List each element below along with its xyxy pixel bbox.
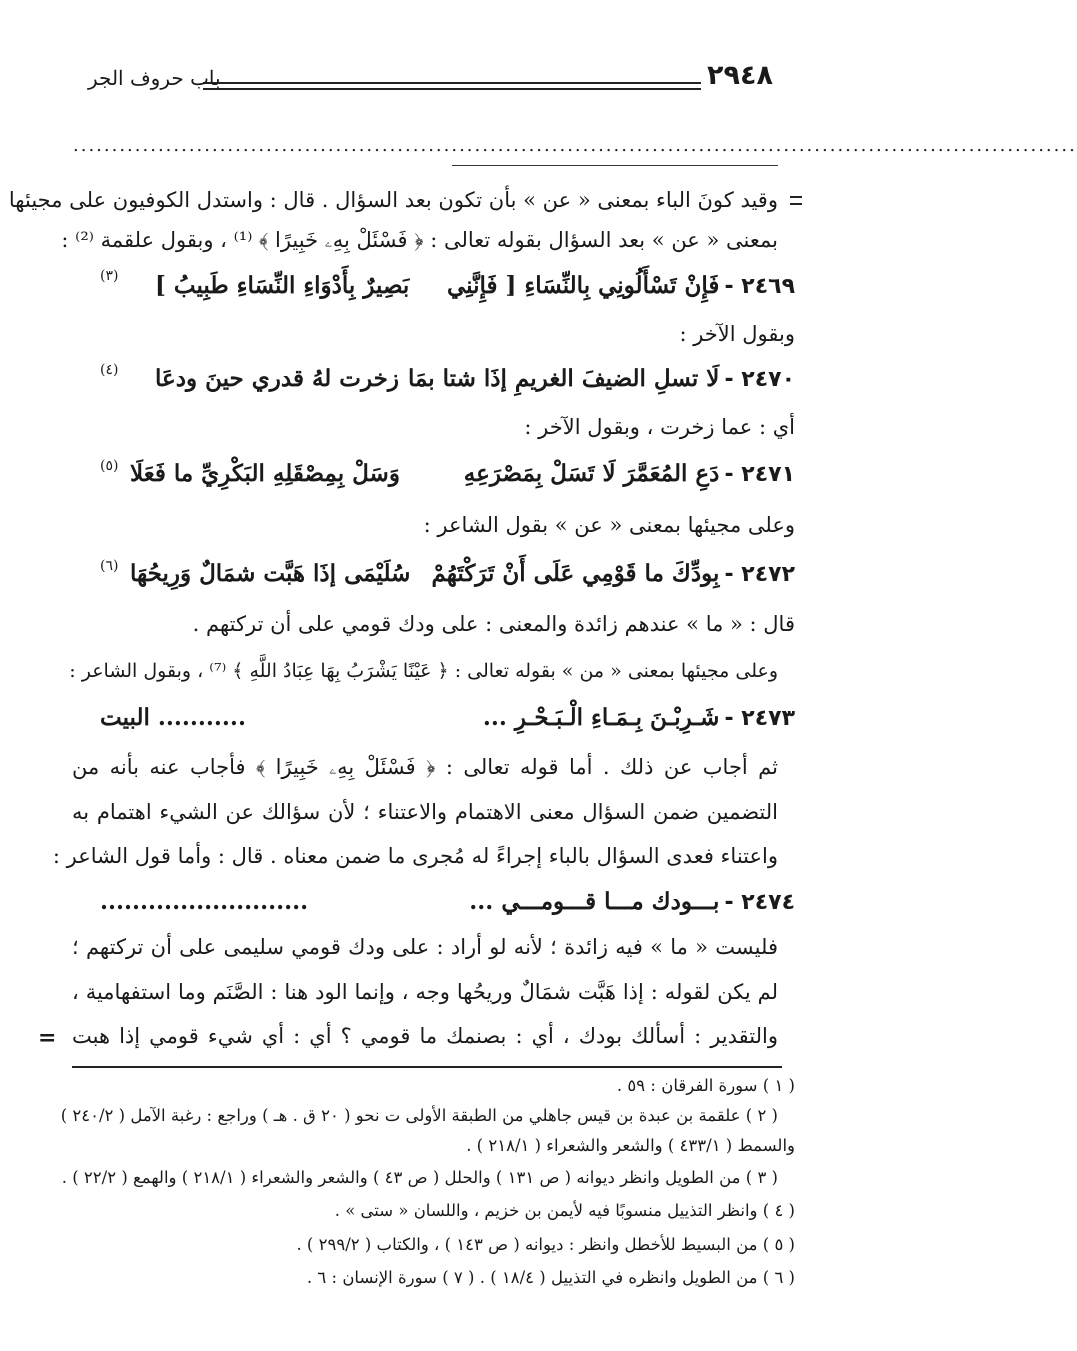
verse-hemistich-1: شَـرِبْـنَ بِـمَـاءِ الْـبَـحْـرِ ...: [482, 704, 720, 731]
footnote-ref: (٦): [100, 558, 119, 574]
body-line: ثم أجاب عن ذلك . أما قوله تعالى : ﴿ فَسْئَلْ بِهِۦ خَبِيرًا ﴾ فأجاب عنه بأنه من: [72, 755, 778, 779]
body-line: وعلى مجيئها بمعنى « عن » بقول الشاعر :: [423, 513, 795, 537]
verse-number: ٢٤٦٩ -: [724, 274, 795, 299]
continuation-equals-mark: =: [38, 1025, 57, 1051]
body-line: واعتناء فعدى السؤال بالباء إجراءً له مُجرى ما ضمن معناه . قال : وأما قول الشاعر :: [52, 844, 778, 868]
footnote: ( ١ ) سورة الفرقان : ٥٩ .: [616, 1076, 795, 1095]
footnote: ( ٥ ) من البسيط للأخطل وانظر : ديوانه ( ص ١٤٣ ) ، والكتاب ( ٢٩٩/٢ ) .: [296, 1235, 795, 1254]
footnote: ( ٣ ) من الطويل وانظر ديوانه ( ص ١٣١ ) والحلل ( ص ٤٣ ) والشعر والشعراء ( ٢١٨/١ ) والهمع ( ٢٢/٢ ) .: [61, 1168, 778, 1187]
verse-number: ٢٤٧٤ -: [724, 890, 795, 915]
footnote: والسمط ( ٤٣٣/١ ) والشعر والشعراء ( ٢١٨/١ ) .: [466, 1136, 795, 1155]
verse-2474: [469, 888, 795, 915]
verse-2469: [447, 272, 795, 299]
verse-2471: [464, 460, 795, 487]
footnote: ( ٤ ) وانظر التذييل منسوبًا فيه لأيمن بن خزيم ، واللسان « ستى » .: [334, 1201, 795, 1220]
verse-number: ٢٤٧٣ -: [724, 706, 795, 731]
body-line: قال : « ما » عندهم زائدة والمعنى : على ودك قومي على أن تركتهم .: [192, 612, 795, 636]
verse-hemistich-2: وَسَلْ بِمِصْقَلِهِ البَكْرِيِّ ما فَعَلَا: [130, 460, 400, 487]
body-line: أي : عما زخرت ، وبقول الآخر :: [524, 415, 795, 439]
verse-hemistich-2: زخرت لهُ قدري حينَ ودعَا: [155, 365, 399, 392]
chapter-title: باب حروف الجر: [88, 66, 221, 90]
body-line: لم يكن لقوله : إذا هَبَّت شمَالٌ وريحُها وجه ، وإنما الود هنا : الصَّنَم وما استفهامية ،: [72, 980, 778, 1004]
body-line: وبقول الآخر :: [679, 322, 795, 346]
body-line: وعلى مجيئها بمعنى « من » بقوله تعالى : ﴿ عَيْنًا يَشْرَبُ بِهَا عِبَادُ اللَّهِ ﴾ ⁽⁷⁾ ، وبقول الشاعر :: [69, 660, 778, 682]
body-line: التضمين ضمن السؤال معنى الاهتمام والاعتناء ؛ لأن سؤالك عن الشيء اهتمام به: [72, 800, 778, 824]
header-rule-lower: [203, 88, 701, 90]
verse-hemistich-1: دَعِ المُعَمَّرَ لَا تَسَلْ بِمَصْرَعِهِ: [463, 460, 720, 487]
verse-number: ٢٤٧٢ -: [724, 562, 795, 587]
footnote-ref: (٥): [100, 458, 119, 474]
verse-hemistich-1: فَإِنْ تَسْأَلُونِي بِالنِّسَاءِ [ فَإِنَّنِي: [446, 272, 720, 299]
verse-2473: [483, 704, 795, 731]
continuation-mark: [790, 196, 802, 198]
verse-hemistich-1: لَا تسلِ الضيفَ الغريمِ إذَا شتا بمَا: [407, 365, 720, 392]
verse-hemistich-2: بَصِيرٌ بِأَدْوَاءِ النِّسَاءِ طَبِيبُ ]: [155, 272, 410, 299]
verse-2470: [408, 365, 795, 392]
body-line: فليست « ما » فيه زائدة ؛ لأنه لو أراد : على ودك قومي سليمى على أن تركتهم ؛: [72, 935, 778, 959]
verse-hemistich-1: بِودِّكَ ما قَوْمِي عَلَى أَنْ تَرَكْتَهُمْ: [431, 560, 720, 587]
footnote-ref: (٤): [100, 362, 119, 378]
page-number: ٢٩٤٨: [707, 60, 773, 91]
verse-number: ٢٤٧١ -: [724, 462, 795, 487]
body-line: والتقدير : أسألك بودك ، أي : بصنمك ما قومي ؟ أي : أي شيء قومي إذا هبت: [72, 1024, 778, 1048]
footnote: ( ٢ ) علقمة بن عبدة بن قيس جاهلي من الطبقة الأولى ت نحو ( ٢٠ ق . هـ ) وراجع : رغبة الآمل ( ٢٤٠/٢ ): [60, 1106, 778, 1125]
verse-2472: [431, 560, 795, 587]
body-line: بمعنى « عن » بعد السؤال بقوله تعالى : ﴿ فَسْئَلْ بِهِۦ خَبِيرًا ﴾ ⁽¹⁾ ، وبقول علقمة ⁽²⁾ :: [61, 228, 778, 252]
verse-number: ٢٤٧٠ -: [724, 367, 795, 392]
footnote: ( ٦ ) من الطويل وانظره في التذييل ( ١٨/٤ ) . ( ٧ ) سورة الإنسان : ٦ .: [306, 1268, 795, 1287]
separator-dots: ..................................................................................................................................: [73, 135, 1077, 156]
verse-hemistich-2: ..........................: [100, 888, 309, 915]
footnote-separator: [72, 1066, 782, 1068]
verse-hemistich-2: سُلَيْمَى إذَا هَبَّت شمَالٌ وَرِيحُهَا: [130, 560, 411, 587]
dots-underline: [452, 165, 778, 166]
footnote-ref: (٣): [100, 268, 119, 284]
verse-hemistich-1: بـــودك مـــا قـــومـــي ...: [469, 888, 720, 915]
verse-hemistich-2: ........... البيت: [100, 704, 246, 731]
body-line: وقيد كونَ الباء بمعنى « عن » بأن تكون بعد السؤال . قال : واستدل الكوفيون على مجيئها: [8, 188, 778, 212]
header-rule: [203, 82, 701, 84]
